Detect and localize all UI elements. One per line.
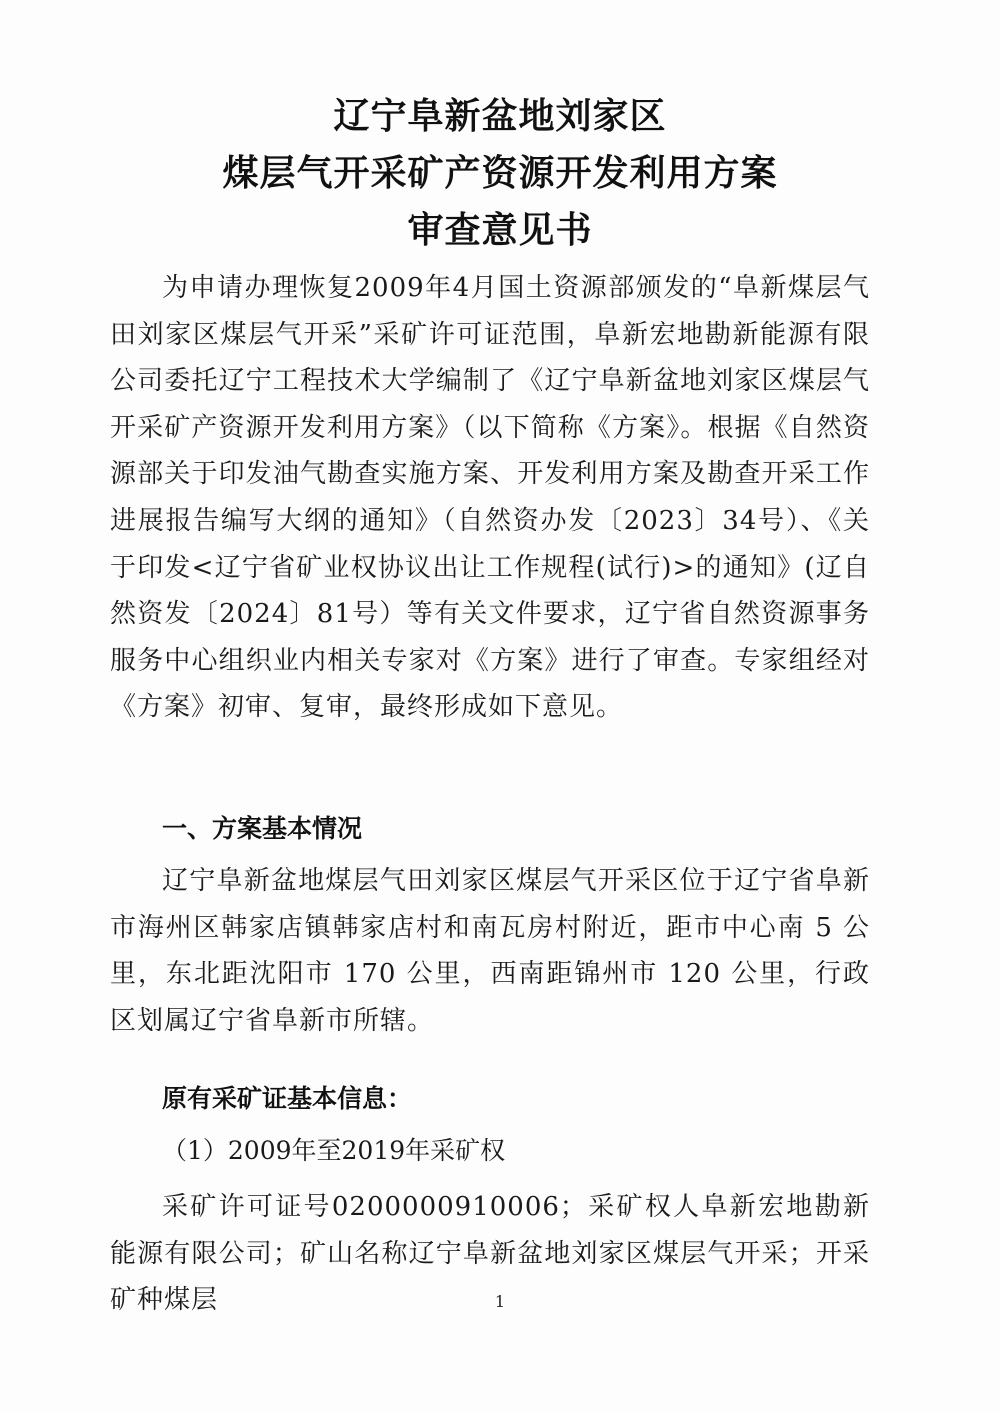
document-title — [0, 88, 1000, 259]
title-line-3: 审查意见书 — [407, 210, 593, 251]
item-1-heading: （1）2009年至2019年采矿权 — [162, 1136, 506, 1165]
title-line-2: 煤层气开采矿产资源开发利用方案 — [222, 153, 778, 194]
section-1-heading: 一、方案基本情况 — [162, 814, 363, 843]
section-1 — [110, 806, 870, 852]
section-1-body — [110, 858, 870, 1044]
section-1-paragraph: 辽宁阜新盆地煤层气田刘家区煤层气开采区位于辽宁省阜新市海州区韩家店镇韩家店村和南瓦房村附近，距市中心南 5 公里，东北距沈阳市 170 公里，西南距锦州市 120 公里，行政区划属辽宁省阜新市所辖。 — [110, 866, 870, 1036]
intro-section — [110, 265, 870, 731]
intro-paragraph: 为申请办理恢复2009年4月国土资源部颁发的“阜新煤层气田刘家区煤层气开采”采矿许可证范围，阜新宏地勘新能源有限公司委托辽宁工程技术大学编制了《辽宁阜新盆地刘家区煤层气开采矿产资源开发利用方案》（以下简称《方案》。根据《自然资源部关于印发油气勘查实施方案、开发利用方案及勘查开采工作进展报告编写大纲的通知》（自然资办发〔2023〕34号）、《关于印发<辽宁省矿业权协议出让工作规程(试行)>的通知》(辽自然资发〔2024〕81号）等有关文件要求，辽宁省自然资源事务服务中心组织业内相关专家对《方案》进行了审查。专家组经对《方案》初审、复审，最终形成如下意见。 — [110, 273, 870, 723]
item-1-paragraph: 采矿许可证号0200000910006；采矿权人阜新宏地勘新能源有限公司；矿山名称辽宁阜新盆地刘家区煤层气开采；开采矿种煤层 — [110, 1192, 870, 1316]
subsection-heading: 原有采矿证基本信息： — [162, 1084, 413, 1113]
subsection — [110, 1076, 870, 1122]
item-1 — [110, 1128, 870, 1174]
title-line-1: 辽宁阜新盆地刘家区 — [333, 96, 667, 137]
page-number: 1 — [494, 1292, 506, 1311]
